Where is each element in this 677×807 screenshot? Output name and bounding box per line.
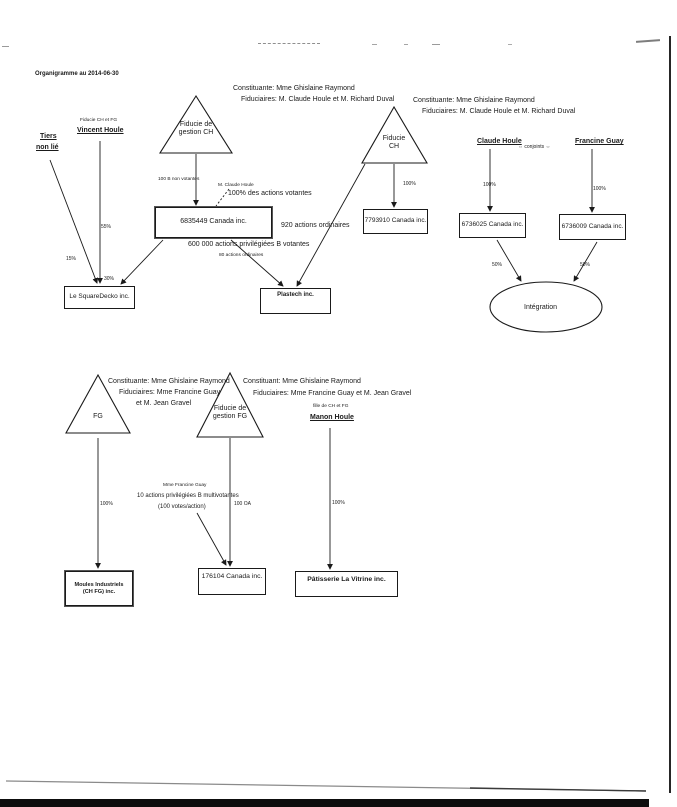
shareholder-claude-houle: Claude Houle (477, 138, 522, 145)
page-title: Organigramme au 2014-06-30 (35, 71, 119, 77)
trust-gestion-fg-name-line2: gestion FG (212, 413, 248, 421)
trust-gestion-fg-label (205, 405, 255, 422)
label-10-actions-multivotantes: 10 actions privilégiées B multivotantes (137, 493, 239, 499)
arrow-francinenote-to-176104 (197, 513, 226, 565)
manon-houle-note: fille de CH et FG (313, 404, 349, 409)
trust-gestion-fg-name-line1: Fiducie de (213, 405, 247, 412)
node-patisserie-la-vitrine-label: Pâtisserie La Vitrine inc. (307, 576, 386, 583)
label-pct-100-fg: 100% (100, 501, 113, 507)
node-176104-canada-label: 176104 Canada inc. (201, 573, 263, 580)
node-plastech (260, 288, 331, 314)
label-pct-55: 55% (101, 224, 112, 230)
label-100pct-actions-votantes: 100% des actions votantes (228, 190, 312, 197)
label-80-actions-ordinaires: 80 actions ordinaires (219, 253, 264, 258)
label-100-votes-action: (100 votes/action) (158, 504, 206, 510)
label-conjoints: ⇔ conjoints ⇔ (518, 144, 551, 150)
label-100b-non-votantes: 100 B non votantes (158, 177, 200, 182)
scan-speck-2 (404, 44, 408, 45)
gestion-fg-fiduciaires: Fiduciaires: Mme Francine Guay et M. Jean Gravel (253, 390, 412, 397)
trust-ch-name-line1: Fiducie (382, 135, 406, 142)
label-920-actions-ordinaires: 920 actions ordinaires (281, 222, 350, 229)
trust-gestion-ch-label (166, 121, 226, 138)
gestion-ch-constituante: Constituante: Mme Ghislaine Raymond (233, 85, 355, 92)
integration-label: Intégration (524, 304, 558, 311)
arrow-6835449-to-squaredecko (121, 240, 163, 284)
label-600000-privilegiees: 600 000 actions privilégiées B votantes (188, 241, 310, 248)
node-6736025-canada-label: 6736025 Canada inc. (461, 221, 524, 229)
node-6835449-canada (155, 207, 272, 238)
node-plastech-label: Plastech inc. (277, 292, 314, 298)
scan-speck-4 (508, 44, 512, 45)
node-moules-industriels-line1: Moules Industriels (74, 581, 124, 588)
scan-speck-1 (372, 44, 377, 45)
trust-gestion-ch-name-line1: Fiducie de (179, 121, 213, 128)
label-pct-50-right: 50% (580, 262, 591, 268)
shareholder-tiers-line2: non lié (36, 144, 59, 151)
label-pct-100-ch: 100% (403, 181, 416, 187)
trust-fg-label: FG (93, 413, 103, 420)
node-le-squaredecko-label: Le SquareDecko inc. (69, 293, 130, 301)
scan-artifacts (6, 781, 646, 791)
trust-ch-name-line2: CH (388, 143, 400, 151)
node-moules-industriels-line2: (CH FG) inc. (82, 588, 116, 595)
label-claude-houle-note: M. Claude Houle (218, 183, 254, 188)
ownership-arrows (50, 141, 597, 569)
scan-speck-3 (432, 44, 440, 45)
label-pct-50-left: 50% (492, 262, 503, 268)
label-pct-15: 15% (66, 256, 77, 262)
trust-gestion-ch-name-line2: gestion CH (178, 129, 214, 137)
shareholder-vincent-houle: Vincent Houle (77, 127, 124, 134)
node-6835449-canada-label: 6835449 Canada inc. (180, 218, 247, 226)
node-6736009-canada-label: 6736009 Canada inc. (561, 222, 624, 230)
node-176104-canada (198, 568, 266, 595)
scan-bottom-dark-line (470, 788, 646, 791)
label-mme-francine-guay: Mme Francine Guay (163, 483, 207, 488)
fg-constituante: Constituante: Mme Ghislaine Raymond (108, 378, 230, 385)
scan-bottom-black-bar (0, 799, 649, 807)
scan-top-dash-artifact (258, 43, 320, 44)
label-pct-30: 30% (104, 276, 115, 282)
node-6736025-canada (459, 213, 526, 238)
fiducie-ch-constituante: Constituante: Mme Ghislaine Raymond (413, 97, 535, 104)
node-le-squaredecko (64, 286, 135, 309)
fiducie-ch-fiduciaires: Fiduciaires: M. Claude Houle et M. Richard Duval (422, 108, 576, 115)
node-7793910-canada (363, 209, 428, 234)
node-patisserie-la-vitrine (295, 571, 398, 597)
node-moules-industriels (65, 571, 133, 606)
scan-left-speck (2, 46, 9, 47)
arrow-6736025-to-integration (497, 240, 521, 281)
fg-fiduciaires-line1: Fiduciaires: Mme Francine Guay (119, 389, 221, 396)
shareholder-francine-guay: Francine Guay (575, 138, 624, 145)
fg-fiduciaires-line2: et M. Jean Gravel (136, 400, 192, 407)
gestion-fg-constituant: Constituant: Mme Ghislaine Raymond (243, 378, 361, 385)
node-6736009-canada (559, 214, 626, 240)
shareholder-manon-houle: Manon Houle (310, 414, 354, 421)
label-100-oa: 100 OA (234, 501, 251, 507)
node-7793910-canada-label: 7793910 Canada inc. (364, 217, 427, 225)
trust-ch-label (369, 135, 419, 152)
shareholder-tiers-line1: Tiers (40, 133, 57, 140)
label-pct-100-francine: 100% (593, 186, 606, 192)
label-pct-100-claude: 100% (483, 182, 496, 188)
arrow-tiers-to-squaredecko (50, 160, 97, 283)
label-pct-100-manon: 100% (332, 500, 345, 506)
scan-right-edge-line (669, 36, 671, 793)
gestion-ch-fiduciaires: Fiduciaires: M. Claude Houle et M. Richard Duval (241, 96, 395, 103)
vincent-houle-note: Fiducie CH et FG (80, 118, 118, 123)
